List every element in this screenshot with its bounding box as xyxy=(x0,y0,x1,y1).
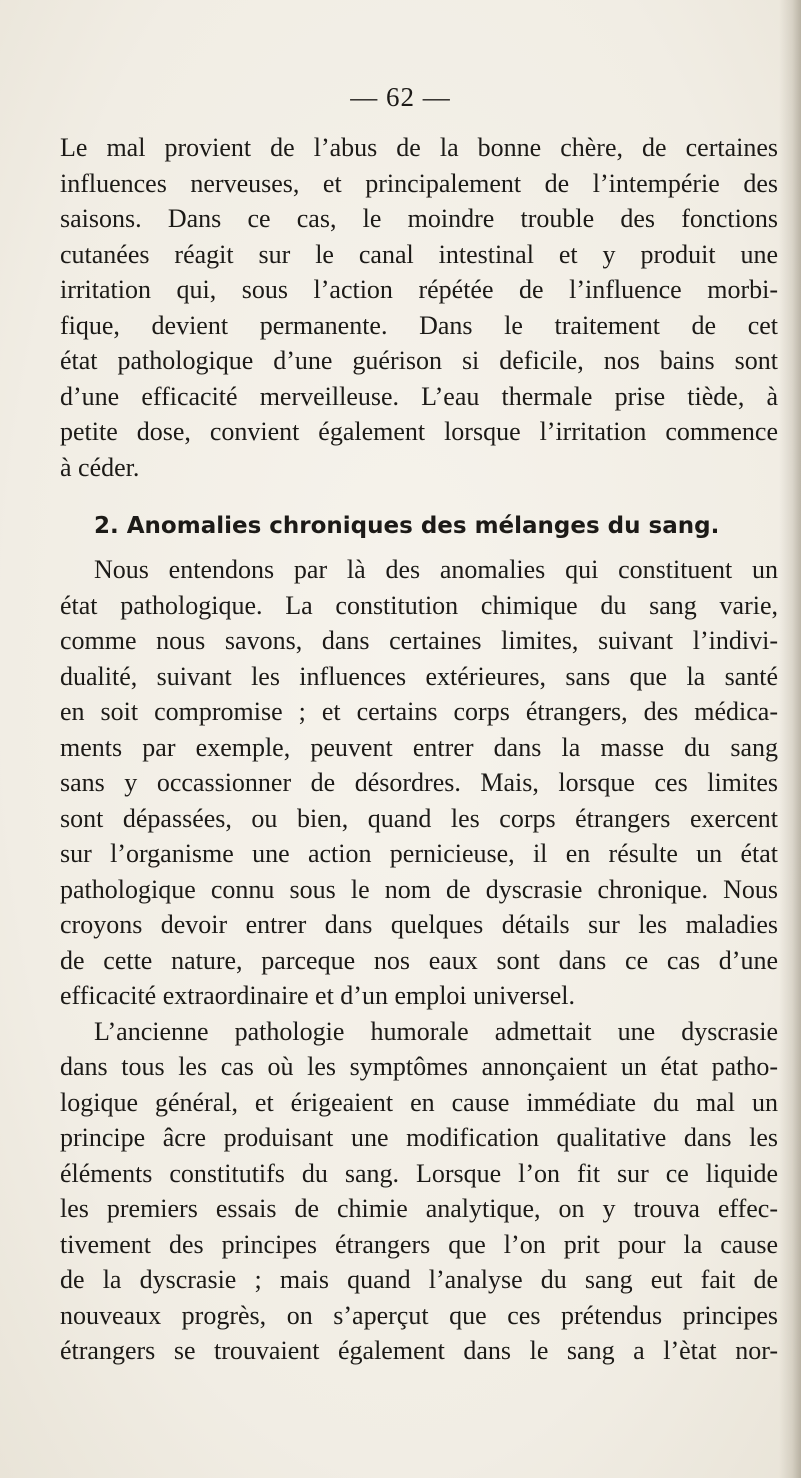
text-line: les premiers essais de chimie analytique, on y trouva effec- xyxy=(60,1194,778,1223)
text-line: Nous entendons par là des anomalies qui constituent un xyxy=(94,555,778,584)
page-body xyxy=(60,130,778,1369)
text-line: comme nous savons, dans certaines limites, suivant l’indivi- xyxy=(60,626,778,655)
text-line: état pathologique. La constitution chimique du sang varie, xyxy=(60,590,778,620)
text-line: saisons. Dans ce cas, le moindre trouble des fonctions xyxy=(60,204,778,233)
text-line: principe âcre produisant une modification qualitative dans les xyxy=(60,1123,778,1152)
page-edge-shadow xyxy=(779,0,801,1478)
text-line: étrangers se trouvaient également dans le sang a l’ètat nor- xyxy=(60,1336,778,1365)
text-line: irritation qui, sous l’action répétée de l’influence morbi- xyxy=(60,275,778,304)
text-line: Le mal provient de l’abus de la bonne chère, de certaines xyxy=(60,133,778,162)
text-line: état pathologique d’une guérison si deficile, nos bains sont xyxy=(60,346,778,375)
text-line: petite dose, convient également lorsque l’irritation commence xyxy=(60,417,778,446)
text-line: sur l’organisme une action pernicieuse, il en résulte un état xyxy=(60,839,778,868)
text-line: dualité, suivant les influences extérieures, sans que la santé xyxy=(60,661,778,691)
section-paragraph-1 xyxy=(60,552,778,1014)
text-line: fique, devient permanente. Dans le traitement de cet xyxy=(60,310,778,340)
text-line: pathologique connu sous le nom de dyscrasie chronique. Nous xyxy=(60,874,778,904)
text-line: cutanées réagit sur le canal intestinal et y produit une xyxy=(60,239,778,269)
text-line: influences nerveuses, et principalement de l’intempérie des xyxy=(60,168,778,198)
text-line: d’une efficacité merveilleuse. L’eau thermale prise tiède, à xyxy=(60,381,778,411)
text-line: L’ancienne pathologie humorale admettait une dyscrasie xyxy=(94,1016,778,1046)
text-line: dans tous les cas où les symptômes annonçaient un état patho- xyxy=(60,1052,778,1081)
intro-paragraph xyxy=(60,130,778,485)
text-line: croyons devoir entrer dans quelques détails sur les maladies xyxy=(60,910,778,939)
text-line: de cette nature, parceque nos eaux sont dans ce cas d’une xyxy=(60,945,778,975)
text-line: logique général, et érigeaient en cause immédiate du mal un xyxy=(60,1087,778,1117)
text-line: en soit compromise ; et certains corps étrangers, des médica- xyxy=(60,697,778,726)
text-line: efficacité extraordinaire et d’un emploi universel. xyxy=(60,981,575,1010)
text-line: ments par exemple, peuvent entrer dans la masse du sang xyxy=(60,732,778,762)
text-line: à céder. xyxy=(60,452,140,482)
text-line: éléments constitutifs du sang. Lorsque l’on fit sur ce liquide xyxy=(60,1158,778,1188)
text-line: sans y occassionner de désordres. Mais, lorsque ces limites xyxy=(60,768,778,797)
text-line: tivement des principes étrangers que l’on prit pour la cause xyxy=(60,1229,778,1259)
section-heading: 2. Anomalies chroniques des mélanges du sang. xyxy=(94,513,720,539)
text-line: de la dyscrasie ; mais quand l’analyse du sang eut fait de xyxy=(60,1265,778,1294)
section-paragraph-2 xyxy=(60,1014,778,1369)
text-line: sont dépassées, ou bien, quand les corps étrangers exercent xyxy=(60,803,778,833)
text-line: nouveaux progrès, on s’aperçut que ces prétendus principes xyxy=(60,1300,778,1330)
page-number: — 62 — xyxy=(350,82,451,112)
